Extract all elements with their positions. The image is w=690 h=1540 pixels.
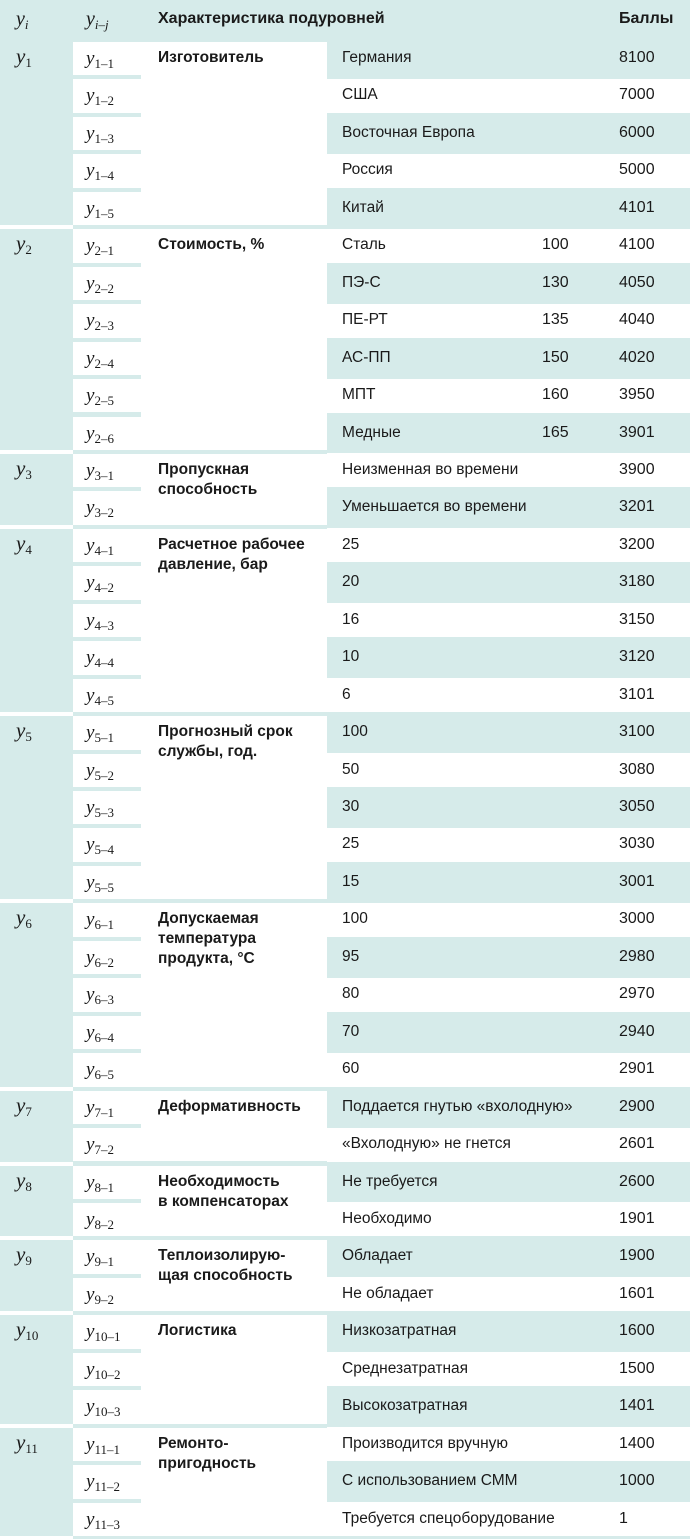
description-cell: Россия xyxy=(342,161,393,179)
points-cell: 2970 xyxy=(619,985,655,1003)
cost-percent-cell: 100 xyxy=(542,236,569,254)
description-cell: 15 xyxy=(342,872,360,890)
yij-label: $y_{2-3}$ xyxy=(86,310,114,334)
yij-label: $y_{9-1}$ xyxy=(86,1246,114,1270)
header-characteristic: Характеристика подуровней xyxy=(158,10,385,27)
category-label: Прогнозный срок службы, год. xyxy=(158,723,293,761)
points-cell: 3901 xyxy=(619,423,655,441)
yi-label: $y_3$ xyxy=(16,455,32,482)
description-cell: 95 xyxy=(342,947,360,965)
description-cell: Обладает xyxy=(342,1247,413,1265)
category-label: Логистика xyxy=(158,1322,237,1340)
description-cell: Высокозатратная xyxy=(342,1397,468,1415)
points-cell: 1401 xyxy=(619,1397,655,1415)
yij-label: $y_{1-3}$ xyxy=(86,122,114,146)
points-cell: 3100 xyxy=(619,723,655,741)
yij-label: $y_{5-3}$ xyxy=(86,797,114,820)
yij-label: $y_{2-5}$ xyxy=(86,385,114,409)
points-cell: 1600 xyxy=(619,1322,655,1340)
yij-label: $y_{6-4}$ xyxy=(86,1021,114,1045)
yij-label: $y_{4-2}$ xyxy=(86,572,114,596)
yi-label: $y_9$ xyxy=(16,1242,32,1269)
yi-label: $y_2$ xyxy=(16,231,32,258)
points-cell: 4100 xyxy=(619,236,655,254)
points-cell: 6000 xyxy=(619,123,655,141)
yij-label: $y_{2-1}$ xyxy=(86,235,114,259)
yi-spacer xyxy=(0,1236,73,1240)
yij-label: $y_{6-5}$ xyxy=(86,1059,114,1083)
yij-label: $y_{1-5}$ xyxy=(86,197,114,221)
description-cell: Неизменная во времени xyxy=(342,460,519,478)
yi-spacer xyxy=(0,1087,73,1091)
category-label: Теплоизолирую- щая способность xyxy=(158,1247,293,1285)
points-cell: 8100 xyxy=(619,49,655,66)
points-cell: 7000 xyxy=(619,86,655,104)
header-yi: $y_i$ xyxy=(16,8,29,32)
description-cell: ПЭ-С xyxy=(342,273,381,291)
description-cell: ПЕ-РТ xyxy=(342,311,388,329)
yi-spacer xyxy=(0,1536,73,1540)
yi-spacer xyxy=(0,1311,73,1315)
description-cell: Среднезатратная xyxy=(342,1359,469,1377)
points-cell: 2980 xyxy=(619,947,655,965)
description-cell: Низкозатратная xyxy=(342,1322,457,1340)
points-cell: 3950 xyxy=(619,386,655,404)
table-header xyxy=(0,0,690,40)
points-cell: 3120 xyxy=(619,648,655,666)
description-cell: Германия xyxy=(342,49,412,66)
yij-label: $y_{2-6}$ xyxy=(86,422,114,446)
points-cell: 3180 xyxy=(619,573,655,591)
yi-label: $y_8$ xyxy=(16,1167,32,1194)
description-cell: Китай xyxy=(342,198,384,216)
yij-label: $y_{2-2}$ xyxy=(86,272,114,296)
description-cell: Уменьшается во времени xyxy=(342,498,527,516)
yij-label: $y_{1-2}$ xyxy=(86,85,114,109)
yij-label: $y_{3-1}$ xyxy=(86,459,114,483)
yi-label: $y_6$ xyxy=(16,905,32,932)
description-cell: 20 xyxy=(342,573,360,591)
category-label: Пропускная способность xyxy=(158,460,258,498)
description-cell: 30 xyxy=(342,798,360,815)
points-cell: 2901 xyxy=(619,1060,655,1078)
yij-label: $y_{6-3}$ xyxy=(86,984,114,1008)
category-label: Необходимость в компенсаторах xyxy=(158,1172,289,1210)
yij-label: $y_{9-2}$ xyxy=(86,1283,114,1307)
category-label: Допускаемая температура продукта, °C xyxy=(158,910,259,968)
yij-label: $y_{6-2}$ xyxy=(86,946,114,970)
points-cell: 1900 xyxy=(619,1247,655,1265)
category-spacer xyxy=(141,42,327,225)
description-cell: 100 xyxy=(342,910,368,928)
yij-label: $y_{7-1}$ xyxy=(86,1096,114,1120)
points-cell: 1901 xyxy=(619,1209,655,1227)
category-label: Изготовитель xyxy=(158,49,264,66)
yij-label: $y_{10-2}$ xyxy=(86,1358,121,1382)
cost-percent-cell: 135 xyxy=(542,311,569,329)
points-cell: 3050 xyxy=(619,798,655,815)
yij-label: $y_{3-2}$ xyxy=(86,497,114,521)
description-cell: АС-ПП xyxy=(342,348,391,366)
yij-label: $y_{10-1}$ xyxy=(86,1321,121,1345)
category-label: Ремонто- пригодность xyxy=(158,1434,257,1472)
description-cell: Поддается гнутью «вхолодную» xyxy=(342,1097,573,1115)
description-cell: 60 xyxy=(342,1060,360,1078)
cost-percent-cell: 130 xyxy=(542,273,569,291)
header-points: Баллы xyxy=(619,10,674,27)
header-yij: $y_{i-j}$ xyxy=(86,8,109,32)
category-spacer xyxy=(141,229,327,450)
yi-spacer xyxy=(0,1162,73,1166)
points-cell: 1500 xyxy=(619,1359,655,1377)
yij-label: $y_{4-4}$ xyxy=(86,647,114,671)
description-cell: Сталь xyxy=(342,236,386,254)
description-cell: 16 xyxy=(342,610,360,628)
points-cell: 3101 xyxy=(619,685,655,703)
category-label: Стоимость, % xyxy=(158,236,265,254)
points-cell: 3001 xyxy=(619,872,655,890)
description-cell: США xyxy=(342,86,378,104)
yij-label: $y_{5-2}$ xyxy=(86,759,114,783)
yi-label: $y_4$ xyxy=(16,530,32,557)
description-cell: 25 xyxy=(342,835,360,853)
yij-label: $y_{5-4}$ xyxy=(86,834,114,858)
points-cell: 3200 xyxy=(619,535,655,553)
yij-label: $y_{10-3}$ xyxy=(86,1396,121,1420)
yij-label: $y_{7-2}$ xyxy=(86,1134,114,1158)
yi-spacer xyxy=(0,1424,73,1428)
description-cell: Не требуется xyxy=(342,1172,438,1190)
cost-percent-cell: 165 xyxy=(542,423,569,441)
points-cell: 3201 xyxy=(619,498,655,516)
description-cell: Не обладает xyxy=(342,1284,434,1302)
yi-label: $y_{10}$ xyxy=(16,1317,39,1344)
points-cell: 4050 xyxy=(619,273,655,291)
yij-label: $y_{1-4}$ xyxy=(86,160,114,184)
description-cell: Восточная Европа xyxy=(342,123,475,141)
points-cell: 3030 xyxy=(619,835,655,853)
yi-label: $y_5$ xyxy=(16,718,32,745)
yij-label: $y_{1-1}$ xyxy=(86,48,114,71)
description-cell: «Вхолодную» не гнется xyxy=(342,1135,511,1153)
yij-label: $y_{4-5}$ xyxy=(86,684,114,708)
points-cell: 1601 xyxy=(619,1284,655,1302)
yij-label: $y_{8-2}$ xyxy=(86,1208,114,1232)
points-cell: 2601 xyxy=(619,1135,655,1153)
description-cell: 70 xyxy=(342,1022,360,1040)
description-cell: 10 xyxy=(342,648,360,666)
yij-label: $y_{6-1}$ xyxy=(86,909,114,933)
yi-label: $y_{11}$ xyxy=(16,1429,38,1456)
points-cell: 4040 xyxy=(619,311,655,329)
yi-label: $y_7$ xyxy=(16,1092,32,1119)
yi-spacer xyxy=(0,450,73,454)
points-cell: 1000 xyxy=(619,1472,655,1490)
yij-label: $y_{4-3}$ xyxy=(86,609,114,633)
yi-spacer xyxy=(0,899,73,903)
points-cell: 3150 xyxy=(619,610,655,628)
yi-spacer xyxy=(0,712,73,716)
yij-label: $y_{5-5}$ xyxy=(86,871,114,895)
points-cell: 2900 xyxy=(619,1097,655,1115)
description-cell: 100 xyxy=(342,723,368,741)
points-cell: 4020 xyxy=(619,348,655,366)
category-label: Расчетное рабочее давление, бар xyxy=(158,535,305,573)
yij-label: $y_{2-4}$ xyxy=(86,347,114,371)
yij-label: $y_{8-1}$ xyxy=(86,1171,114,1195)
description-cell: 80 xyxy=(342,985,360,1003)
points-cell: 3000 xyxy=(619,910,655,928)
yij-label: $y_{4-1}$ xyxy=(86,534,114,558)
yi-spacer xyxy=(0,225,73,229)
yij-label: $y_{11-2}$ xyxy=(86,1471,120,1495)
description-cell: Медные xyxy=(342,423,401,441)
points-cell: 2940 xyxy=(619,1022,655,1040)
yij-label: $y_{5-1}$ xyxy=(86,722,114,746)
category-label: Деформативность xyxy=(158,1097,301,1115)
points-cell: 4101 xyxy=(619,198,655,216)
description-cell: Требуется спецоборудование xyxy=(342,1509,555,1527)
cost-percent-cell: 150 xyxy=(542,348,569,366)
description-cell: МПТ xyxy=(342,386,376,404)
description-cell: Необходимо xyxy=(342,1209,432,1227)
yi-spacer xyxy=(0,525,73,529)
yij-label: $y_{11-3}$ xyxy=(86,1508,120,1532)
yij-label: $y_{11-1}$ xyxy=(86,1433,120,1457)
points-cell: 1400 xyxy=(619,1434,655,1452)
points-cell: 3900 xyxy=(619,460,655,478)
description-cell: 25 xyxy=(342,535,360,553)
yi-label: $y_1$ xyxy=(16,44,32,70)
description-cell: С использованием СММ xyxy=(342,1472,518,1490)
description-cell: Производится вручную xyxy=(342,1434,509,1452)
description-cell: 6 xyxy=(342,685,351,703)
points-cell: 1 xyxy=(619,1509,628,1527)
points-cell: 5000 xyxy=(619,161,655,179)
points-cell: 2600 xyxy=(619,1172,655,1190)
points-cell: 3080 xyxy=(619,760,655,778)
cost-percent-cell: 160 xyxy=(542,386,569,404)
description-cell: 50 xyxy=(342,760,360,778)
